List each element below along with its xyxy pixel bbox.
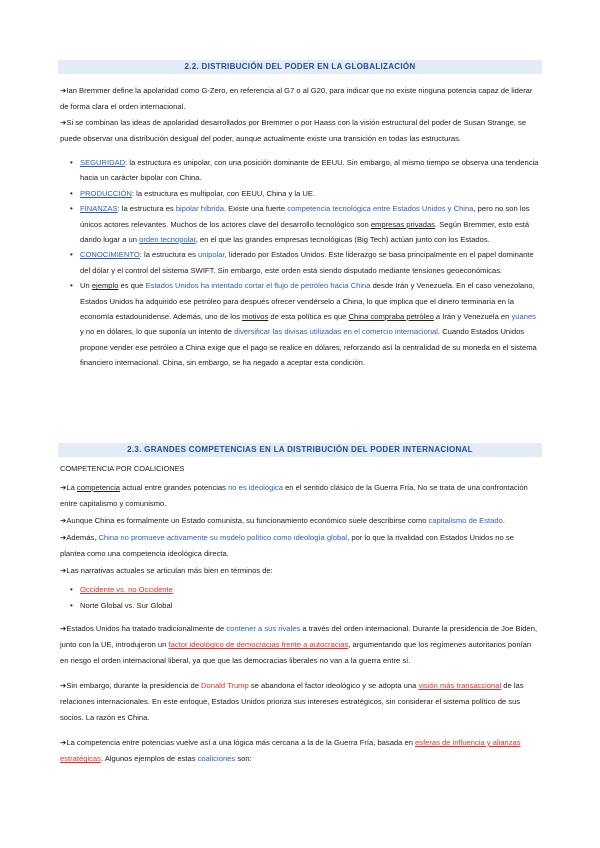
list-item-produccion <box>80 186 540 201</box>
text-run: FINANZAS <box>80 204 118 214</box>
subheading-coaliciones: COMPETENCIA POR COALICIONES <box>60 464 185 473</box>
text-run: en el sentido clásico de la Guerra Fría. No se trata de una confrontación entre capitalismo y comunismo. <box>60 483 528 509</box>
paragraph-competencia <box>60 480 540 512</box>
text-run: Donald Trump <box>201 681 249 690</box>
list-item-norte-sur <box>80 598 540 614</box>
text-run: Estados Unidos ha intentado cortar el flujo de petróleo hacia China <box>145 281 371 291</box>
text-run: : la estructura es unipolar, con una posición dominante de EEUU. Sin embargo, al mismo tiempo se observa una tendencia hacia un carácter bipolar con China. <box>80 158 539 183</box>
text-run: Norte Global vs. Sur Global <box>80 601 173 610</box>
text-run: ➔Estados Unidos ha tratado tradicionalmente de <box>60 624 227 633</box>
text-run: capitalismo de Estado <box>428 516 503 525</box>
heading-1: 2.2. DISTRIBUCIÓN DEL PODER EN LA GLOBALIZACIÓN <box>184 62 416 71</box>
text-run: bipolar híbrida <box>175 204 224 214</box>
text-run: a través del orden internacional. Durante la presidencia de Joe Biden, junto con la UE, introdujeron un <box>60 624 538 650</box>
text-run: factor ideológico de democracias frente a autocracias <box>168 640 349 650</box>
text-run: desde Irán y Venezuela. En el caso venezolano, Estados Unidos ha adquirido ese petróleo para después ofrecer vendérselo a China, lo que implica que el dinero terminaría en la economía estadounidense. Además, uno de los <box>80 281 535 322</box>
text-run: unipolar <box>198 250 225 260</box>
text-run: orden tecnopolar <box>139 235 196 245</box>
list-item-ejemplo <box>80 278 540 370</box>
text-run: empresas privadas <box>370 219 435 229</box>
text-run: motivos <box>242 312 269 322</box>
text-run: China compraba petróleo <box>348 312 434 322</box>
text-run: , argumentando que los regímenes autoritarios ponían en riesgo el orden internacional liberal, ya que que las democracias liberales no van a la guerra entre sí. <box>60 640 532 666</box>
list-item-finanzas <box>80 201 540 247</box>
text-run: . Existe una fuerte <box>223 204 288 214</box>
text-run: y no en dólares, lo que suponía un intento de <box>80 327 235 337</box>
text-run: . Cuando Estados Unidos propone vender ese petróleo a China exige que el pago se realice en dólares, reforzando así la centralidad de su moneda en el sistema financiero internacional. China, sin embargo, se ha negado a aceptar esta condición. <box>80 327 537 368</box>
text-run: esferas de influencia y alianzas estratégicas <box>60 738 521 764</box>
text-run: Ian Bremmer define la apolaridad como G-Zero, en referencia al G7 o al G20, para indicar que no existe ninguna potencia capaz de liderar de forma clara el orden internacional. <box>60 86 533 112</box>
arrow-icon: ➔ <box>60 86 67 95</box>
text-run: : la estructura es multipolar, con EEUU, China y la UE. <box>131 188 316 198</box>
text-run: de las relaciones internacionales. En este enfoque, Estados Unidos prioriza sus intereses estratégicos, sin considerar el sistema político de sus socios. La razón es China. <box>60 681 524 723</box>
text-run: , por lo que la rivalidad con Estados Unidos no se plantea como una competencia ideológica directa. <box>60 533 514 559</box>
text-run: ➔La competencia entre potencias vuelve así a una lógica más cercana a la de la Guerra Fría, basada en <box>60 738 416 747</box>
text-run: CONOCIMIENTO <box>80 250 140 260</box>
text-run: no es ideológica <box>228 483 283 492</box>
text-run: ➔Además, <box>60 533 99 542</box>
text-run: contener a sus rivales <box>226 624 301 633</box>
text-run: Si se combinan las ideas de apolaridad desarrollados por Bremmer o por Haass con la visión estructural del poder de Susan Strange, se puede observar una distribución desigual del poder, aunque actualmente existe una transición en todas las estructuras. <box>60 118 527 144</box>
text-run: . <box>502 516 505 525</box>
paragraph-ideologia <box>60 530 540 562</box>
text-run: es que <box>118 281 146 291</box>
text-run: de esta política es que <box>268 312 349 322</box>
paragraph-gzero <box>60 83 540 115</box>
text-run: . Algunos ejemplos de estas <box>100 754 198 764</box>
text-run: coaliciones <box>197 754 236 764</box>
arrow-icon: ➔ <box>60 118 67 127</box>
text-run: competencia tecnológica entre Estados Unidos y China <box>287 204 474 214</box>
paragraph-narrativas <box>60 563 540 579</box>
text-run: ➔Aunque China es formalmente un Estado comunista, su funcionamiento económico suele describirse como <box>60 516 429 525</box>
text-run: Occidente vs. no Occidente <box>80 585 173 594</box>
text-run: ➔Las narrativas actuales se articulan más bien en términos de: <box>60 566 273 575</box>
list-item-conocimiento <box>80 247 540 278</box>
text-run: yuanes <box>511 312 536 322</box>
list-item-occidente <box>80 582 540 598</box>
text-run: ➔La <box>60 483 77 492</box>
text-run: . Según Bremmer, esto está dando lugar a un <box>80 219 530 245</box>
text-run: , liderado por Estados Unidos. Este liderazgo se basa principalmente en el papel dominante del dólar y el control del sistema SWIFT. Sin embargo, este orden está siendo disputado mediante tensiones geoeconómicas. <box>80 250 534 275</box>
text-run: ejemplo <box>91 281 119 291</box>
text-run: Un <box>80 281 92 291</box>
text-run: SEGURIDAD <box>80 158 126 167</box>
heading-2: 2.3. GRANDES COMPETENCIAS EN LA DISTRIBUCIÓN DEL PODER INTERNACIONAL <box>127 445 473 454</box>
text-run: se abandona el factor ideológico y se adopta una <box>248 681 419 690</box>
paragraph-trump <box>60 678 540 727</box>
text-run: a Irán y Venezuela en <box>433 312 512 322</box>
text-run: China no promueve activamente su modelo político como ideología global <box>98 533 348 542</box>
text-run: competencia <box>76 483 120 492</box>
text-run: PRODUCCIÓN <box>80 188 132 198</box>
text-run: visión más transaccional <box>418 681 502 690</box>
paragraph-china-estado <box>60 513 540 529</box>
text-run: actual entre grandes potencias <box>119 483 229 492</box>
paragraph-strange <box>60 115 540 147</box>
text-run: son: <box>235 754 252 764</box>
text-run: , pero no son los únicos actores relevantes. Muchos de los actores clave del desarrollo tecnológico son <box>80 204 530 229</box>
list-item-seguridad <box>80 155 540 186</box>
structures-list <box>80 155 540 371</box>
narrativas-list <box>80 582 540 614</box>
text-run: , en el que las grandes empresas tecnológicas (Big Tech) actúan junto con los Estados. <box>195 235 490 245</box>
paragraph-guerra-fria <box>60 735 540 767</box>
text-run: ➔Sin embargo, durante la presidencia de <box>60 681 202 690</box>
paragraph-biden <box>60 621 540 670</box>
text-run: : la estructura es <box>117 204 176 214</box>
text-run: diversificar las divisas utilizadas en el comercio internacional <box>234 327 438 337</box>
text-run: : la estructura es <box>139 250 199 260</box>
